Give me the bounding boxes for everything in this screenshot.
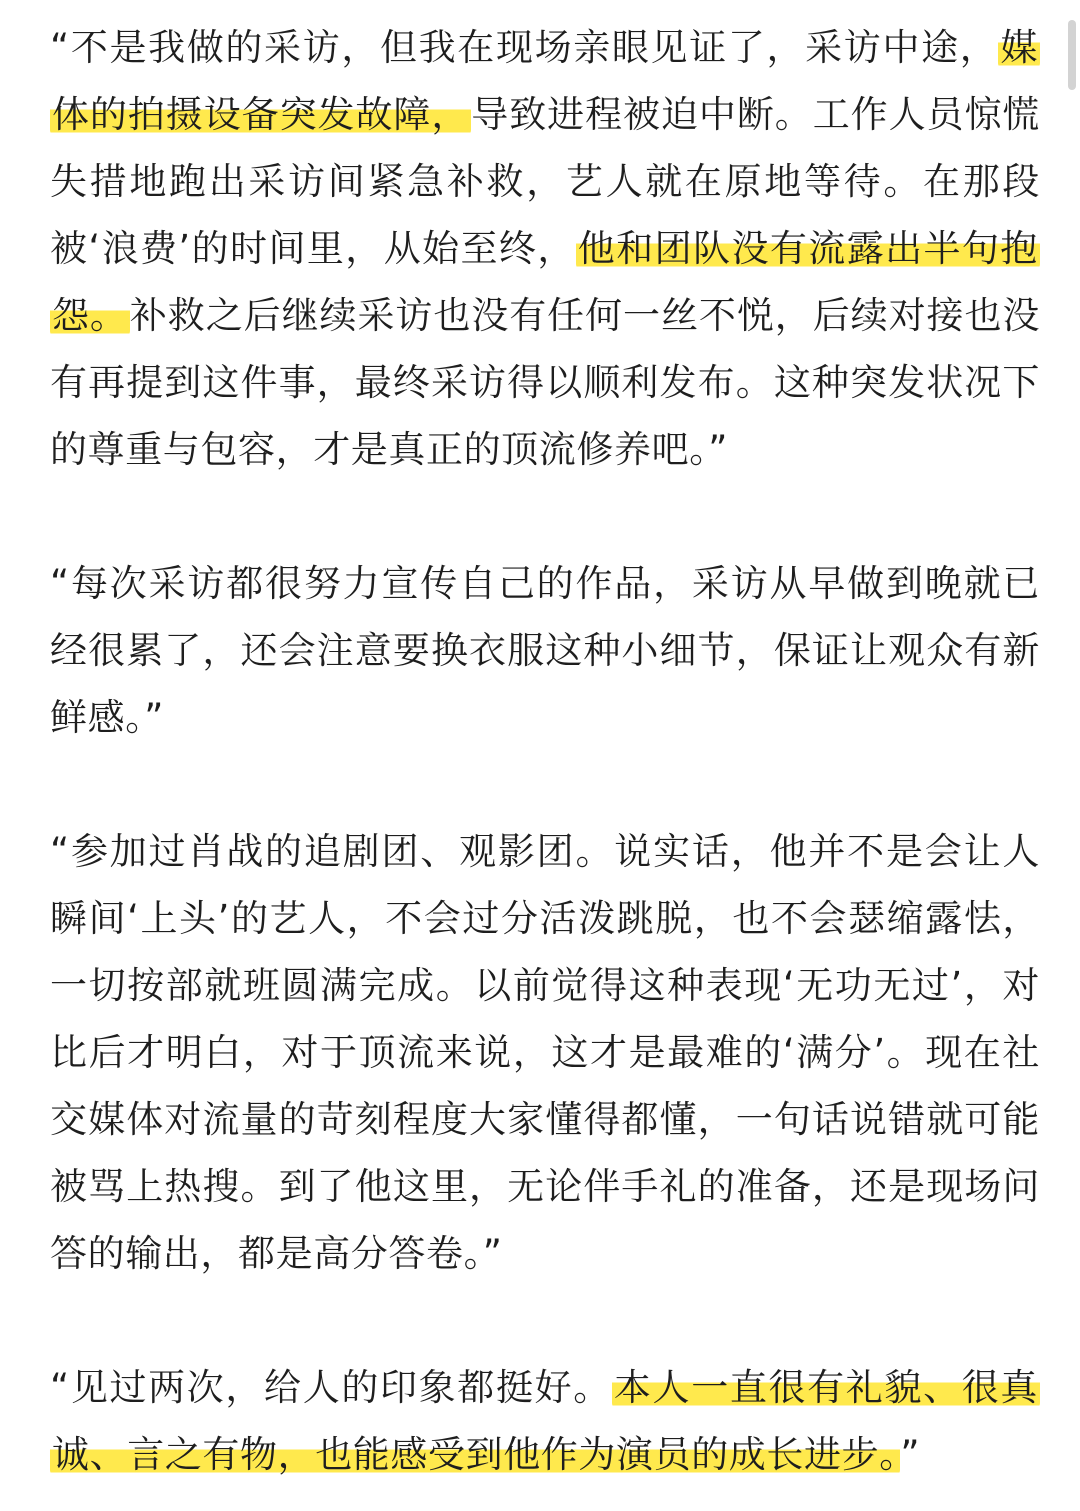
quote-paragraph [50,550,1040,751]
paragraph-spacer [50,483,1040,550]
text-segment: 导致进程被迫中断。工作人员惊慌失措地跑出采访间紧急补救，艺人就在原地等待。在那段被‘浪费’的时间里，从始至终， [50,93,1040,270]
scrollbar-thumb[interactable] [1068,20,1076,90]
highlighted-text: 媒体的拍摄设备突发故障， [52,26,1038,136]
highlighted-text: 他和团队没有流露出半句抱怨。 [52,227,1038,337]
text-segment: “不是我做的采访，但我在现场亲眼见证了，采访中途， [50,26,999,69]
text-segment: “参加过肖战的追剧团、观影团。说实话，他并不是会让人瞬间‘上头’的艺人，不会过分活泼跳脱，也不会瑟缩露怯，一切按部就班圆满完成。以前觉得这种表现‘无功无过’，对比后才明白，对于顶流来说，这才是最难的‘满分’。现在社交媒体对流量的苛刻程度大家懂得都懂，一句话说错就可能被骂上热搜。到了他这里，无论伴手礼的准备，还是现场问答的输出，都是高分答卷。” [50,830,1040,1275]
text-segment: 补救之后继续采访也没有任何一丝不悦，后续对接也没有再提到这件事，最终采访得以顺利发布。这种突发状况下的尊重与包容，才是真正的顶流修养吧。” [50,294,1040,471]
highlighted-text: 本人一直很有礼貌、很真诚、言之有物，也能感受到他作为演员的成长进步。 [52,1366,1038,1476]
quote-paragraph [50,818,1040,1287]
text-segment: ” [900,1433,921,1476]
text-segment: “每次采访都很努力宣传自己的作品，采访从早做到晚就已经很累了，还会注意要换衣服这种小细节，保证让观众有新鲜感。” [50,562,1040,739]
quote-paragraph [50,1354,1040,1488]
article-body [50,14,1040,1488]
text-segment: “见过两次，给人的印象都挺好。 [50,1366,612,1409]
paragraph-spacer [50,1287,1040,1354]
quote-paragraph [50,14,1040,483]
paragraph-spacer [50,751,1040,818]
